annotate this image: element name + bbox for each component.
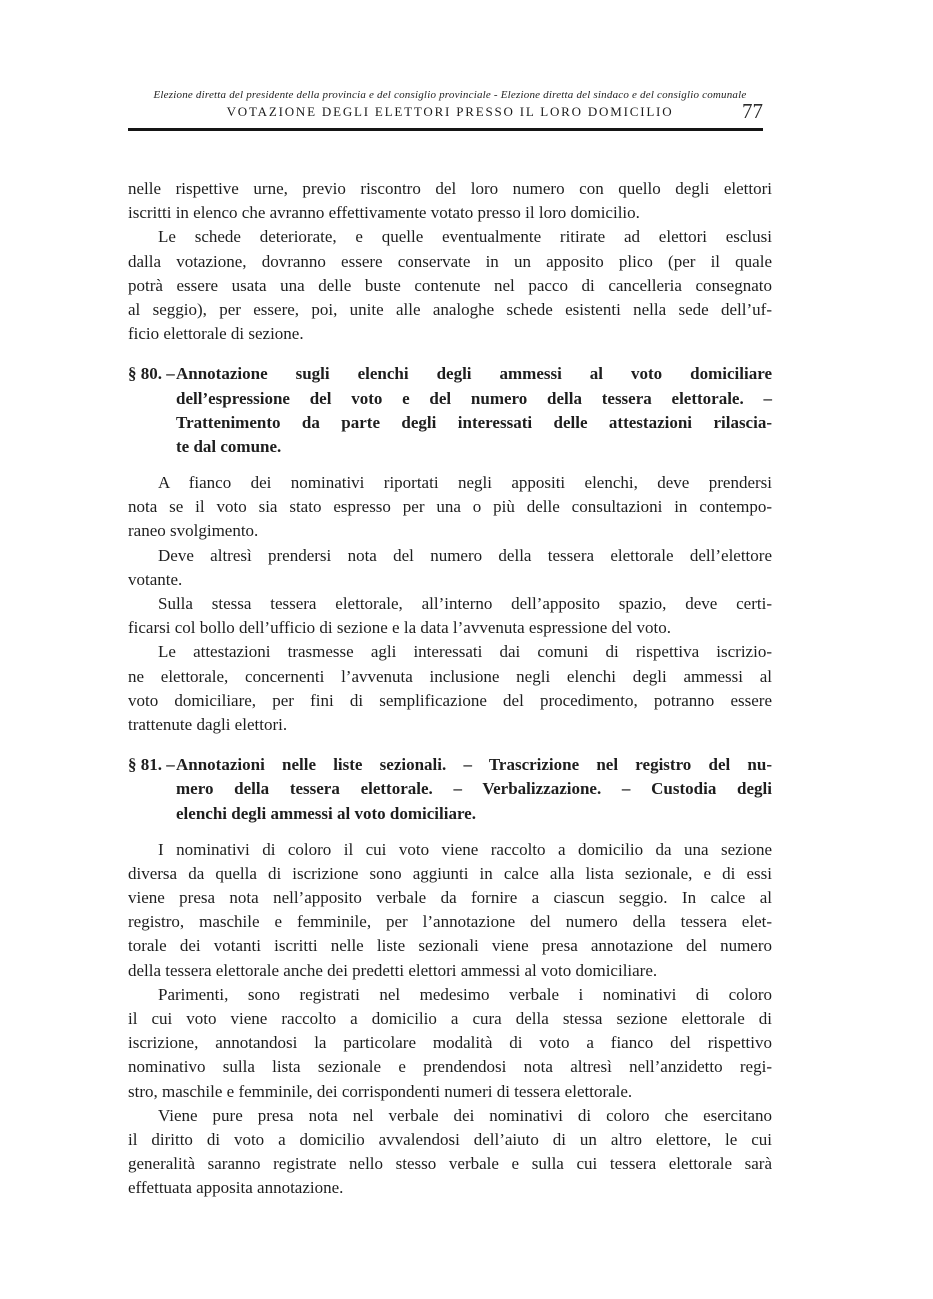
document-body	[128, 177, 772, 1201]
text-line: dalla votazione, dovranno essere conservate in un apposito plico (per il quale	[128, 251, 772, 271]
text-line: generalità saranno registrate nello stesso verbale e sulla cui tessera elettorale sarà	[128, 1154, 772, 1174]
paragraph	[128, 1104, 772, 1201]
text-line: registro, maschile e femminile, per l’annotazione del numero della tessera elet-	[128, 912, 772, 932]
text-line: della tessera elettorale anche dei predetti elettori ammessi al voto domiciliare.	[128, 960, 658, 980]
text-line: al seggio), per essere, poi, unite alle analoghe schede esistenti nella sede dell’uf-	[128, 299, 772, 319]
text-line: Le schede deteriorate, e quelle eventualmente ritirate ad elettori esclusi	[158, 227, 772, 247]
text-line: Le attestazioni trasmesse agli interessati dai comuni di rispettiva iscrizio-	[158, 642, 772, 662]
text-line: viene presa nota nell’apposito verbale da fornire a ciascun seggio. In calce al	[128, 888, 772, 908]
paragraph	[128, 838, 772, 983]
text-line: iscrizione, annotandosi la particolare modalità di voto a fianco del rispettivo	[128, 1033, 772, 1053]
header-section-title: VOTAZIONE DEGLI ELETTORI PRESSO IL LORO DOMICILIO	[226, 104, 674, 119]
text-line: il diritto di voto a domicilio avvalendosi dell’aiuto di un altro elettore, le cui	[128, 1129, 772, 1149]
text-line: votante.	[128, 569, 183, 589]
paragraph	[128, 640, 772, 737]
paragraph	[128, 471, 772, 544]
text-line: torale dei votanti iscritti nelle liste sezionali viene presa annotazione del numero	[128, 936, 772, 956]
text-line: raneo svolgimento.	[128, 521, 259, 541]
text-line: iscritti in elenco che avranno effettivamente votato presso il loro domicilio.	[128, 203, 640, 223]
running-title: Elezione diretta del presidente della provincia e del consiglio provinciale - Elezione diretta del sindaco e del consiglio comunale	[153, 89, 747, 101]
text-line: nominativo sulla lista sezionale e prendendosi nota altresì nell’anzidetto regi-	[128, 1057, 772, 1077]
text-line: Parimenti, sono registrati nel medesimo verbale i nominativi di coloro	[158, 984, 772, 1004]
paragraph	[128, 225, 772, 346]
text-line: Viene pure presa nota nel verbale dei nominativi di coloro che esercitano	[158, 1105, 772, 1125]
paragraph	[128, 177, 772, 225]
section-marker: § 80. –	[128, 364, 175, 384]
text-line: stro, maschile e femminile, dei corrispondenti numeri di tessera elettorale.	[128, 1081, 633, 1101]
text-line: Annotazione sugli elenchi degli ammessi al voto domiciliare	[176, 364, 772, 384]
text-line: te dal comune.	[176, 436, 282, 456]
text-line: ficarsi col bollo dell’ufficio di sezione e la data l’avvenuta espressione del voto.	[128, 618, 672, 638]
text-line: ficio elettorale di sezione.	[128, 324, 304, 344]
text-line: trattenute dagli elettori.	[128, 714, 288, 734]
text-line: elenchi degli ammessi al voto domiciliare.	[176, 803, 476, 823]
text-line: il cui voto viene raccolto a domicilio a cura della stessa sezione elettorale di	[128, 1009, 772, 1028]
text-line: ne elettorale, concernenti l’avvenuta inclusione negli elenchi degli ammessi al	[128, 666, 772, 686]
page-header	[128, 88, 772, 131]
paragraph	[128, 983, 772, 1104]
text-line: effettuata apposita annotazione.	[128, 1178, 344, 1198]
text-line: Deve altresì prendersi nota del numero della tessera elettorale dell’elettore	[158, 545, 772, 565]
text-line: mero della tessera elettorale. – Verbalizzazione. – Custodia degli	[176, 779, 772, 799]
text-line: dell’espressione del voto e del numero della tessera elettorale. –	[176, 388, 772, 408]
text-line: nota se il voto sia stato espresso per una o più delle consultazioni in contempo-	[128, 497, 772, 517]
text-line: Annotazioni nelle liste sezionali. – Trascrizione nel registro del nu-	[176, 755, 772, 775]
text-line: nelle rispettive urne, previo riscontro del loro numero con quello degli elettori	[128, 179, 772, 198]
text-line: potrà essere usata una delle buste contenute nel pacco di cancelleria consegnato	[128, 275, 772, 295]
text-line: Sulla stessa tessera elettorale, all’interno dell’apposito spazio, deve certi-	[158, 594, 772, 613]
text-line: I nominativi di coloro il cui voto viene raccolto a domicilio da una sezione	[158, 839, 772, 859]
text-line: A fianco dei nominativi riportati negli appositi elenchi, deve prendersi	[158, 473, 772, 493]
paragraph	[128, 544, 772, 592]
section-heading	[128, 753, 772, 826]
header-rule	[128, 128, 763, 131]
section-heading	[128, 362, 772, 459]
text-line: diversa da quella di iscrizione sono aggiunti in calce alla lista sezionale, e di essi	[128, 863, 772, 883]
text-line: voto domiciliare, per fini di semplificazione del procedimento, potranno essere	[128, 690, 772, 710]
text-line: Trattenimento da parte degli interessati delle attestazioni rilascia-	[176, 412, 772, 432]
page-number: 77	[742, 99, 763, 123]
paragraph	[128, 592, 772, 640]
text-block	[128, 88, 772, 1201]
section-marker: § 81. –	[128, 755, 175, 775]
